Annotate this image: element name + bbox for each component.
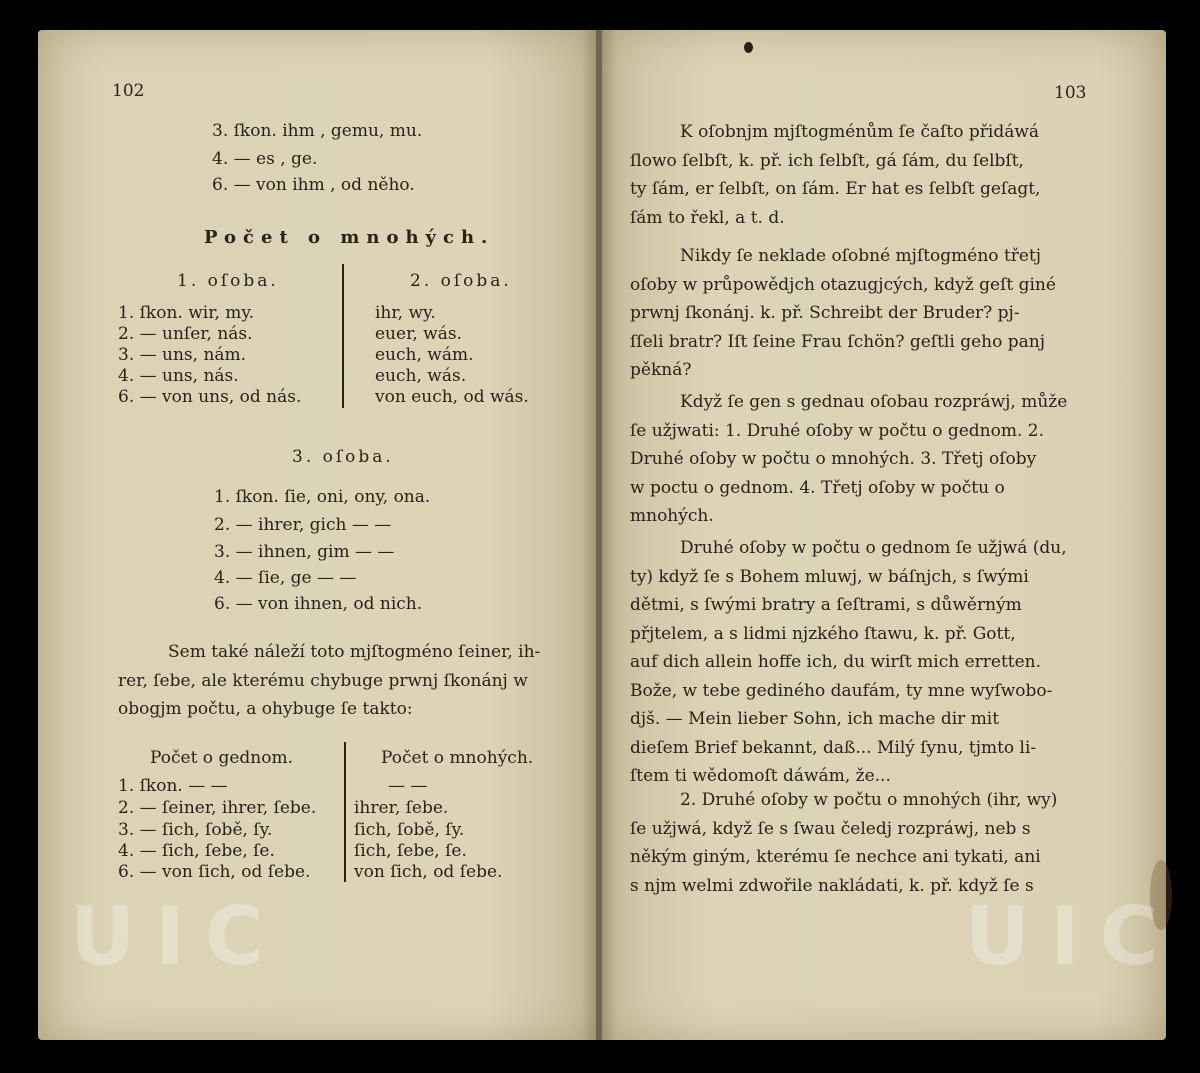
third-col-1: 1. ſkon. ſie, oni, ony, ona.	[214, 487, 431, 507]
sing-col-1: 1. ſkon. — —	[118, 776, 228, 796]
second-col-3: euch, wám.	[375, 345, 474, 365]
left-paragraph-line-1: Sem také náleží toto mjſtogméno ſeiner, ih-	[168, 642, 541, 662]
plur-col-4: ſich, ſebe, ſe.	[354, 841, 467, 861]
second-col-2: euer, wás.	[375, 324, 462, 344]
para1-line-2: ſlowo ſelbſt, k. př. ich ſelbſt, gá ſám, du ſelbſt,	[630, 150, 1024, 171]
watermark-left: UIC	[70, 890, 284, 983]
top-line-2: 4. — es , ge.	[212, 149, 318, 169]
first-person-heading: 1. oſoba.	[177, 271, 279, 291]
para4-line-8: dieſem Brief bekannt, daß... Milý ſynu, tjmto li-	[630, 737, 1037, 758]
second-col-1: ihr, wy.	[375, 303, 436, 323]
para3-line-1: Když ſe gen s gednau oſobau rozpráwj, může	[680, 392, 1068, 412]
sing-col-2: 2. — ſeiner, ihrer, ſebe.	[118, 798, 317, 818]
plur-col-2: ihrer, ſebe.	[354, 798, 449, 818]
top-line-3: 6. — von ihm , od něho.	[212, 175, 415, 195]
column-divider-2	[344, 742, 346, 882]
para2-line-5: pěkná?	[630, 360, 692, 380]
para2-line-3: prwnj ſkonánj. k. př. Schreibt der Bruder? pj-	[630, 303, 1020, 323]
ink-dot	[744, 42, 753, 53]
page-number-left: 102	[112, 81, 145, 101]
para4-line-1: Druhé oſoby w počtu o gednom ſe užjwá (du,	[680, 538, 1067, 558]
first-col-3: 3. — uns, nám.	[118, 345, 247, 365]
para3-line-2: ſe užjwati: 1. Druhé oſoby w počtu o gednom. 2.	[630, 420, 1044, 441]
plur-col-3: ſich, ſobě, ſy.	[354, 820, 465, 840]
left-paragraph-line-2: rer, ſebe, ale kterému chybuge prwnj ſkonánj w	[118, 670, 528, 691]
para4-line-9: ſtem ti wědomoſt dáwám, že...	[630, 766, 891, 786]
plur-col-1: — —	[388, 776, 428, 796]
first-col-2: 2. — unſer, nás.	[118, 324, 253, 344]
para3-line-3: Druhé oſoby w počtu o mnohých. 3. Třetj oſoby	[630, 449, 1037, 469]
plural-column-heading: Počet o mnohých.	[381, 748, 534, 768]
watermark-right: UIC	[965, 890, 1179, 983]
right-paragraph-4	[630, 534, 1090, 791]
left-paragraph-line-3: obogjm počtu, a ohybuge ſe takto:	[118, 699, 413, 719]
para5-line-3: někým giným, kterému ſe nechce ani tykati, ani	[630, 847, 1041, 867]
second-col-4: euch, wás.	[375, 366, 467, 386]
para2-line-4: ſſeli bratr? Iſt ſeine Frau ſchön? geſtli geho panj	[630, 331, 1045, 352]
singular-column-heading: Počet o gednom.	[150, 748, 293, 768]
para2-line-2: oſoby w průpowědjch otazugjcých, když geſt giné	[630, 274, 1056, 295]
plur-col-5: von ſich, od ſebe.	[354, 862, 503, 882]
book-gutter	[596, 30, 602, 1040]
para4-line-4: přjtelem, a s lidmi njzkého ſtawu, k. př. Gott,	[630, 623, 1016, 644]
sing-col-4: 4. — ſich, ſebe, ſe.	[118, 841, 275, 861]
third-col-5: 6. — von ihnen, od nich.	[214, 594, 423, 614]
top-line-1: 3. ſkon. ihm , gemu, mu.	[212, 121, 423, 141]
third-col-4: 4. — ſie, ge — —	[214, 568, 357, 588]
para5-line-1: 2. Druhé oſoby w počtu o mnohých (ihr, wy)	[680, 790, 1058, 810]
para4-line-2: ty) když ſe s Bohem mluwj, w báſnjch, s ſwými	[630, 566, 1029, 587]
para3-line-5: mnohých.	[630, 506, 714, 526]
first-col-4: 4. — uns, nás.	[118, 366, 239, 386]
page-number-right: 103	[1054, 83, 1087, 103]
right-paragraph-5	[630, 786, 1090, 900]
para4-line-3: dětmi, s ſwými bratry a ſeſtrami, s důwěrným	[630, 595, 1022, 615]
left-paragraph	[118, 638, 568, 724]
sing-col-5: 6. — von ſich, od ſebe.	[118, 862, 311, 882]
para2-line-1: Nikdy ſe neklade oſobné mjſtogméno třetj	[680, 246, 1042, 266]
first-col-5: 6. — von uns, od nás.	[118, 387, 302, 407]
para3-line-4: w poctu o gednom. 4. Třetj oſoby w počtu o	[630, 477, 1005, 498]
third-col-2: 2. — ihrer, gich — —	[214, 515, 392, 535]
second-col-5: von euch, od wás.	[375, 387, 529, 407]
para4-line-7: djš. — Mein lieber Sohn, ich mache dir mit	[630, 709, 1000, 729]
column-divider-1	[342, 264, 344, 408]
plural-heading: Počet o mnohých.	[204, 227, 495, 248]
para1-line-1: K oſobnjm mjſtogménům ſe čaſto přidáwá	[680, 122, 1040, 142]
para4-line-5: auf dich allein hoffe ich, du wirſt mich erretten.	[630, 652, 1042, 672]
third-person-heading: 3. oſoba.	[292, 447, 394, 467]
para4-line-6: Bože, w tebe gediného daufám, ty mne wyſwobo-	[630, 680, 1053, 701]
third-col-3: 3. — ihnen, gim — —	[214, 542, 395, 562]
para5-line-4: s njm welmi zdwořile nakládati, k. př. když ſe s	[630, 875, 1034, 896]
sing-col-3: 3. — ſich, ſobě, ſy.	[118, 820, 273, 840]
right-paragraph-2	[630, 242, 1090, 385]
right-paragraph-1	[630, 118, 1090, 232]
para1-line-3: ty ſám, er ſelbſt, on ſám. Er hat es ſelbſt geſagt,	[630, 179, 1041, 199]
second-person-heading: 2. oſoba.	[410, 271, 512, 291]
para5-line-2: ſe užjwá, když ſe s ſwau čeledj rozpráwj, neb s	[630, 818, 1031, 839]
right-paragraph-3	[630, 388, 1090, 531]
para1-line-4: ſám to řekl, a t. d.	[630, 207, 785, 228]
first-col-1: 1. ſkon. wir, my.	[118, 303, 255, 323]
